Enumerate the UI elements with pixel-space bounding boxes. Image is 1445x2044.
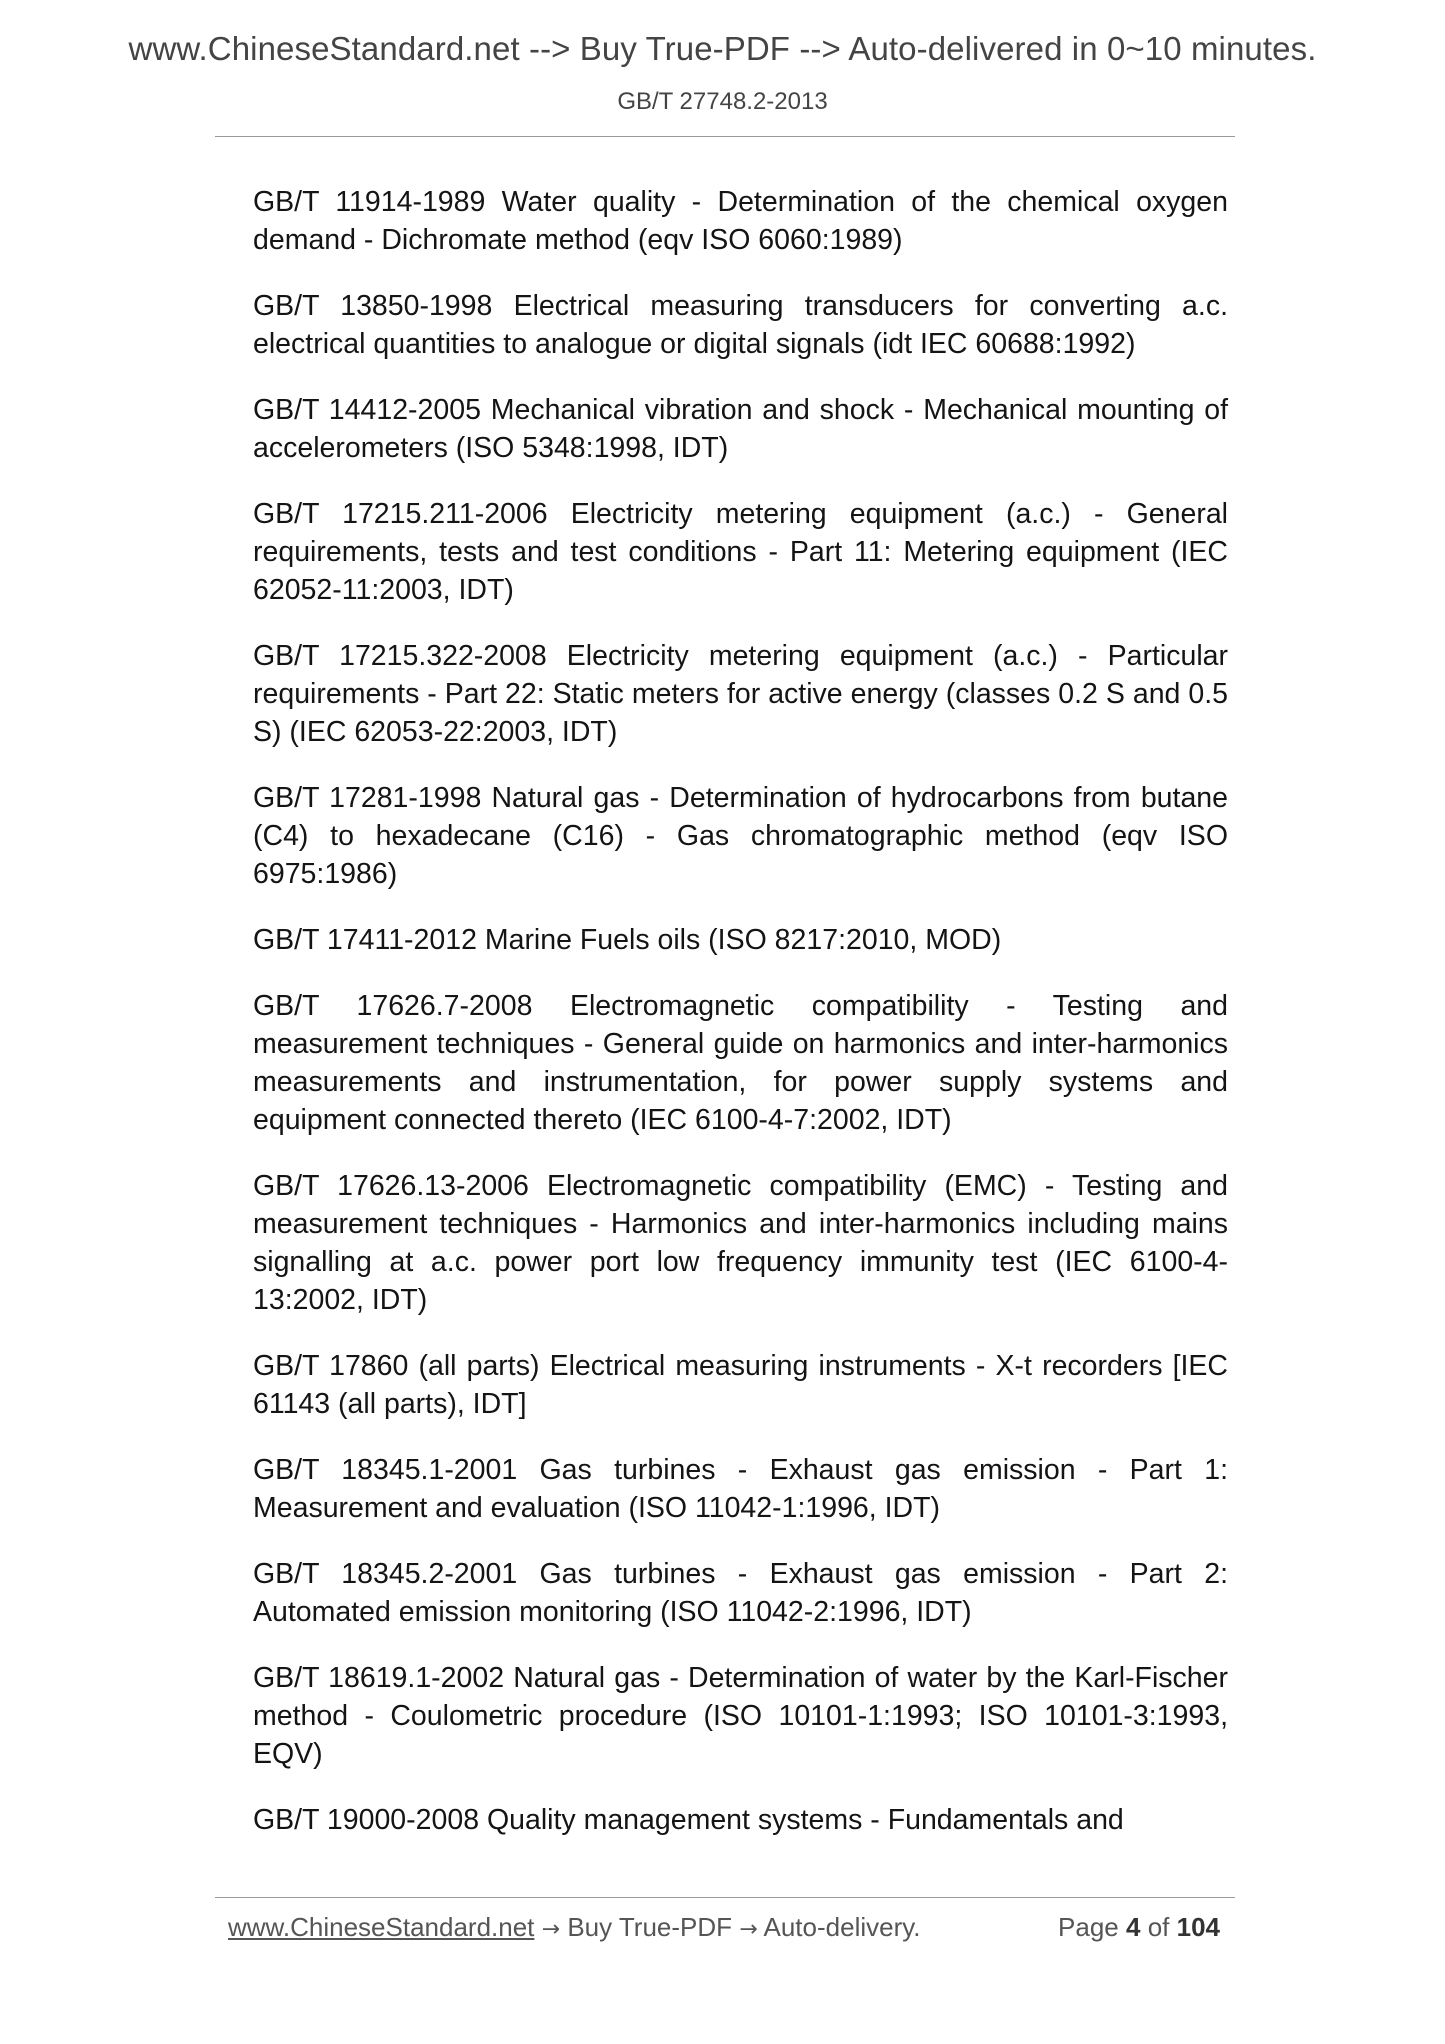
of-label: of: [1147, 1912, 1170, 1942]
reference-item: GB/T 11914-1989 Water quality - Determination of the chemical oxygen demand - Dichromate method (eqv ISO 6060:1989): [253, 186, 1228, 256]
reference-item: GB/T 14412-2005 Mechanical vibration and shock - Mechanical mounting of accelerometers (ISO 5348:1998, IDT): [253, 394, 1228, 464]
reference-item: GB/T 19000-2008 Quality management systems - Fundamentals and: [253, 1804, 1124, 1836]
arrow-right-icon: →: [541, 1917, 561, 1942]
footer-site-link[interactable]: www.ChineseStandard.net: [228, 1912, 535, 1942]
reference-item: GB/T 17215.322-2008 Electricity metering equipment (a.c.) - Particular requirements - Part 22: Static meters for active energy (classes 0.2 S and 0.5 S) (IEC 62053-22:2003, IDT): [253, 640, 1228, 748]
page-counter: [1058, 1912, 1220, 1943]
total-pages: 104: [1176, 1912, 1220, 1942]
site-banner: www.ChineseStandard.net --> Buy True-PDF --> Auto-delivered in 0~10 minutes.: [128, 30, 1317, 67]
page-label: Page: [1058, 1912, 1119, 1942]
reference-item: GB/T 17215.211-2006 Electricity metering equipment (a.c.) - General requirements, tests and test conditions - Part 11: Metering equipment (IEC 62052-11:2003, IDT): [253, 498, 1228, 606]
footer-buy-text: Buy True-PDF: [567, 1912, 733, 1942]
reference-item: GB/T 17281-1998 Natural gas - Determination of hydrocarbons from butane (C4) to hexadecane (C16) - Gas chromatographic method (eqv ISO 6975:1986): [253, 782, 1228, 890]
reference-item: GB/T 18619.1-2002 Natural gas - Determination of water by the Karl-Fischer method - Coulometric procedure (ISO 10101-1:1993; ISO 10101-3:1993, EQV): [253, 1662, 1228, 1770]
reference-item: GB/T 18345.1-2001 Gas turbines - Exhaust gas emission - Part 1: Measurement and evaluation (ISO 11042-1:1996, IDT): [253, 1454, 1228, 1524]
reference-item: GB/T 13850-1998 Electrical measuring transducers for converting a.c. electrical quantities to analogue or digital signals (idt IEC 60688:1992): [253, 290, 1228, 360]
header-divider: [215, 136, 1235, 137]
reference-item: GB/T 17860 (all parts) Electrical measuring instruments - X-t recorders [IEC 61143 (all parts), IDT]: [253, 1350, 1228, 1420]
reference-item: GB/T 17626.13-2006 Electromagnetic compatibility (EMC) - Testing and measurement techniques - Harmonics and inter-harmonics including mains signalling at a.c. power port low frequency immunity test (IEC 6100-4-13:2002, IDT): [253, 1170, 1228, 1316]
reference-list: [253, 183, 1228, 1867]
page-footer: [228, 1898, 1228, 1942]
footer-delivery-text: Auto-delivery.: [763, 1912, 921, 1942]
reference-item: GB/T 17411-2012 Marine Fuels oils (ISO 8217:2010, MOD): [253, 924, 1002, 956]
page-number: 4: [1125, 1912, 1141, 1942]
reference-item: GB/T 18345.2-2001 Gas turbines - Exhaust gas emission - Part 2: Automated emission monitoring (ISO 11042-2:1996, IDT): [253, 1558, 1228, 1628]
arrow-right-icon: →: [739, 1917, 758, 1942]
footer-left: [228, 1912, 921, 1943]
reference-item: GB/T 17626.7-2008 Electromagnetic compatibility - Testing and measurement techniques - General guide on harmonics and inter-harmonics measurements and instrumentation, for power supply systems and equipment connected thereto (IEC 6100-4-7:2002, IDT): [253, 990, 1228, 1136]
standard-code: GB/T 27748.2-2013: [617, 88, 828, 115]
